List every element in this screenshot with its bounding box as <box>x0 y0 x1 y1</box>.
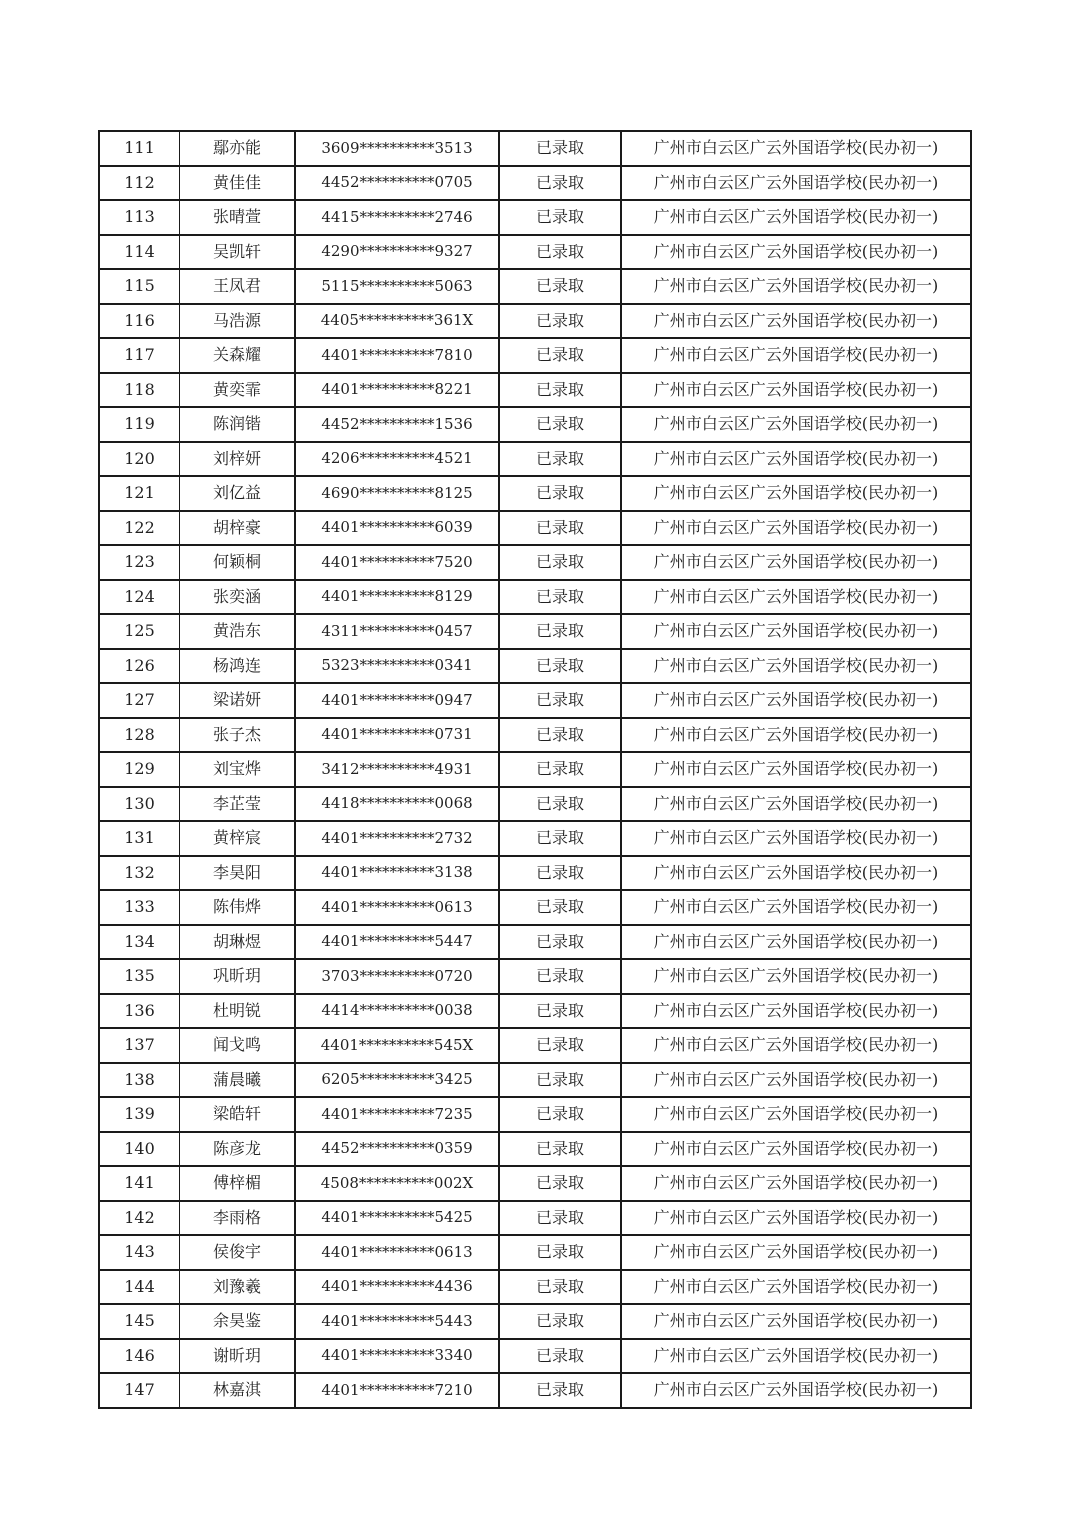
student-name-cell: 张子杰 <box>180 718 296 753</box>
student-name-cell: 黄奕霏 <box>180 373 296 408</box>
table-row <box>99 649 971 684</box>
school-name-cell: 广州市白云区广云外国语学校(民办初一) <box>621 511 971 546</box>
school-name-cell: 广州市白云区广云外国语学校(民办初一) <box>621 1097 971 1132</box>
student-name-cell: 李昊阳 <box>180 856 296 891</box>
id-number-cell: 4401**********0947 <box>295 683 499 718</box>
table-row <box>99 1339 971 1374</box>
id-number-cell: 4401**********0613 <box>295 890 499 925</box>
student-name-cell: 王凤君 <box>180 269 296 304</box>
admission-status-cell: 已录取 <box>499 373 621 408</box>
student-name-cell: 梁诺妍 <box>180 683 296 718</box>
table-row <box>99 890 971 925</box>
sequence-number-cell: 133 <box>99 890 180 925</box>
admission-status-cell: 已录取 <box>499 890 621 925</box>
sequence-number-cell: 140 <box>99 1132 180 1167</box>
admission-status-cell: 已录取 <box>499 304 621 339</box>
sequence-number-cell: 117 <box>99 338 180 373</box>
school-name-cell: 广州市白云区广云外国语学校(民办初一) <box>621 200 971 235</box>
school-name-cell: 广州市白云区广云外国语学校(民办初一) <box>621 407 971 442</box>
school-name-cell: 广州市白云区广云外国语学校(民办初一) <box>621 131 971 166</box>
table-row <box>99 856 971 891</box>
student-name-cell: 林嘉淇 <box>180 1373 296 1408</box>
sequence-number-cell: 135 <box>99 959 180 994</box>
student-name-cell: 胡梓豪 <box>180 511 296 546</box>
id-number-cell: 4401**********8129 <box>295 580 499 615</box>
admission-status-cell: 已录取 <box>499 407 621 442</box>
admission-status-cell: 已录取 <box>499 752 621 787</box>
school-name-cell: 广州市白云区广云外国语学校(民办初一) <box>621 649 971 684</box>
sequence-number-cell: 120 <box>99 442 180 477</box>
admission-status-cell: 已录取 <box>499 269 621 304</box>
admission-status-cell: 已录取 <box>499 718 621 753</box>
admission-status-cell: 已录取 <box>499 959 621 994</box>
admission-status-cell: 已录取 <box>499 1235 621 1270</box>
student-name-cell: 黄佳佳 <box>180 166 296 201</box>
id-number-cell: 3412**********4931 <box>295 752 499 787</box>
table-row <box>99 1166 971 1201</box>
admission-status-cell: 已录取 <box>499 200 621 235</box>
table-row <box>99 1201 971 1236</box>
id-number-cell: 4401**********7235 <box>295 1097 499 1132</box>
admission-status-cell: 已录取 <box>499 580 621 615</box>
id-number-cell: 4206**********4521 <box>295 442 499 477</box>
school-name-cell: 广州市白云区广云外国语学校(民办初一) <box>621 925 971 960</box>
sequence-number-cell: 143 <box>99 1235 180 1270</box>
id-number-cell: 4401**********0613 <box>295 1235 499 1270</box>
student-name-cell: 马浩源 <box>180 304 296 339</box>
admission-table <box>98 130 972 1409</box>
sequence-number-cell: 111 <box>99 131 180 166</box>
student-name-cell: 关森耀 <box>180 338 296 373</box>
school-name-cell: 广州市白云区广云外国语学校(民办初一) <box>621 304 971 339</box>
student-name-cell: 陈彦龙 <box>180 1132 296 1167</box>
id-number-cell: 4290**********9327 <box>295 235 499 270</box>
sequence-number-cell: 131 <box>99 821 180 856</box>
id-number-cell: 4401**********3340 <box>295 1339 499 1374</box>
student-name-cell: 陈伟烨 <box>180 890 296 925</box>
student-name-cell: 张奕涵 <box>180 580 296 615</box>
school-name-cell: 广州市白云区广云外国语学校(民办初一) <box>621 1132 971 1167</box>
table-row <box>99 235 971 270</box>
sequence-number-cell: 119 <box>99 407 180 442</box>
school-name-cell: 广州市白云区广云外国语学校(民办初一) <box>621 959 971 994</box>
school-name-cell: 广州市白云区广云外国语学校(民办初一) <box>621 683 971 718</box>
table-row <box>99 407 971 442</box>
table-row <box>99 200 971 235</box>
sequence-number-cell: 121 <box>99 476 180 511</box>
school-name-cell: 广州市白云区广云外国语学校(民办初一) <box>621 166 971 201</box>
table-row <box>99 1097 971 1132</box>
admission-status-cell: 已录取 <box>499 994 621 1029</box>
sequence-number-cell: 132 <box>99 856 180 891</box>
table-row <box>99 752 971 787</box>
sequence-number-cell: 126 <box>99 649 180 684</box>
table-row <box>99 683 971 718</box>
id-number-cell: 4452**********0705 <box>295 166 499 201</box>
student-name-cell: 刘豫羲 <box>180 1270 296 1305</box>
id-number-cell: 4401**********0731 <box>295 718 499 753</box>
table-body <box>99 131 971 1408</box>
id-number-cell: 4401**********8221 <box>295 373 499 408</box>
admission-status-cell: 已录取 <box>499 131 621 166</box>
student-name-cell: 黄浩东 <box>180 614 296 649</box>
id-number-cell: 4452**********0359 <box>295 1132 499 1167</box>
table-row <box>99 959 971 994</box>
sequence-number-cell: 134 <box>99 925 180 960</box>
id-number-cell: 4508**********002X <box>295 1166 499 1201</box>
sequence-number-cell: 136 <box>99 994 180 1029</box>
school-name-cell: 广州市白云区广云外国语学校(民办初一) <box>621 821 971 856</box>
school-name-cell: 广州市白云区广云外国语学校(民办初一) <box>621 787 971 822</box>
student-name-cell: 何颖桐 <box>180 545 296 580</box>
id-number-cell: 4401**********7810 <box>295 338 499 373</box>
id-number-cell: 4401**********6039 <box>295 511 499 546</box>
school-name-cell: 广州市白云区广云外国语学校(民办初一) <box>621 1373 971 1408</box>
table-row <box>99 373 971 408</box>
school-name-cell: 广州市白云区广云外国语学校(民办初一) <box>621 1201 971 1236</box>
sequence-number-cell: 142 <box>99 1201 180 1236</box>
admission-status-cell: 已录取 <box>499 166 621 201</box>
admission-status-cell: 已录取 <box>499 614 621 649</box>
id-number-cell: 4401**********5447 <box>295 925 499 960</box>
id-number-cell: 5323**********0341 <box>295 649 499 684</box>
school-name-cell: 广州市白云区广云外国语学校(民办初一) <box>621 442 971 477</box>
admission-status-cell: 已录取 <box>499 1028 621 1063</box>
sequence-number-cell: 114 <box>99 235 180 270</box>
school-name-cell: 广州市白云区广云外国语学校(民办初一) <box>621 752 971 787</box>
student-name-cell: 李芷莹 <box>180 787 296 822</box>
id-number-cell: 4415**********2746 <box>295 200 499 235</box>
sequence-number-cell: 125 <box>99 614 180 649</box>
id-number-cell: 3703**********0720 <box>295 959 499 994</box>
table-row <box>99 925 971 960</box>
school-name-cell: 广州市白云区广云外国语学校(民办初一) <box>621 269 971 304</box>
table-row <box>99 718 971 753</box>
school-name-cell: 广州市白云区广云外国语学校(民办初一) <box>621 373 971 408</box>
sequence-number-cell: 128 <box>99 718 180 753</box>
school-name-cell: 广州市白云区广云外国语学校(民办初一) <box>621 1270 971 1305</box>
table-row <box>99 166 971 201</box>
id-number-cell: 4401**********7520 <box>295 545 499 580</box>
sequence-number-cell: 139 <box>99 1097 180 1132</box>
table-row <box>99 1132 971 1167</box>
table-row <box>99 476 971 511</box>
admission-status-cell: 已录取 <box>499 856 621 891</box>
student-name-cell: 鄢亦能 <box>180 131 296 166</box>
id-number-cell: 4401**********545X <box>295 1028 499 1063</box>
student-name-cell: 梁皓轩 <box>180 1097 296 1132</box>
school-name-cell: 广州市白云区广云外国语学校(民办初一) <box>621 1339 971 1374</box>
school-name-cell: 广州市白云区广云外国语学校(民办初一) <box>621 1304 971 1339</box>
school-name-cell: 广州市白云区广云外国语学校(民办初一) <box>621 580 971 615</box>
admission-status-cell: 已录取 <box>499 1097 621 1132</box>
student-name-cell: 吴凯轩 <box>180 235 296 270</box>
admission-status-cell: 已录取 <box>499 1166 621 1201</box>
student-name-cell: 刘宝烨 <box>180 752 296 787</box>
student-name-cell: 陈润锴 <box>180 407 296 442</box>
id-number-cell: 4401**********3138 <box>295 856 499 891</box>
student-name-cell: 杨鸿连 <box>180 649 296 684</box>
table-row <box>99 1373 971 1408</box>
sequence-number-cell: 122 <box>99 511 180 546</box>
admission-status-cell: 已录取 <box>499 821 621 856</box>
sequence-number-cell: 123 <box>99 545 180 580</box>
id-number-cell: 4401**********2732 <box>295 821 499 856</box>
table-row <box>99 787 971 822</box>
admission-status-cell: 已录取 <box>499 1373 621 1408</box>
admission-status-cell: 已录取 <box>499 1063 621 1098</box>
school-name-cell: 广州市白云区广云外国语学校(民办初一) <box>621 994 971 1029</box>
admission-status-cell: 已录取 <box>499 442 621 477</box>
sequence-number-cell: 112 <box>99 166 180 201</box>
id-number-cell: 4401**********4436 <box>295 1270 499 1305</box>
school-name-cell: 广州市白云区广云外国语学校(民办初一) <box>621 235 971 270</box>
table-row <box>99 304 971 339</box>
sequence-number-cell: 130 <box>99 787 180 822</box>
admission-status-cell: 已录取 <box>499 1339 621 1374</box>
student-name-cell: 傅梓楣 <box>180 1166 296 1201</box>
school-name-cell: 广州市白云区广云外国语学校(民办初一) <box>621 545 971 580</box>
table-row <box>99 511 971 546</box>
table-row <box>99 1235 971 1270</box>
student-name-cell: 刘梓妍 <box>180 442 296 477</box>
sequence-number-cell: 145 <box>99 1304 180 1339</box>
admission-status-cell: 已录取 <box>499 235 621 270</box>
sequence-number-cell: 144 <box>99 1270 180 1305</box>
id-number-cell: 4405**********361X <box>295 304 499 339</box>
id-number-cell: 6205**********3425 <box>295 1063 499 1098</box>
student-name-cell: 刘亿益 <box>180 476 296 511</box>
sequence-number-cell: 138 <box>99 1063 180 1098</box>
admission-status-cell: 已录取 <box>499 1201 621 1236</box>
admission-status-cell: 已录取 <box>499 649 621 684</box>
table-row <box>99 1063 971 1098</box>
student-name-cell: 黄梓宸 <box>180 821 296 856</box>
table-row <box>99 269 971 304</box>
school-name-cell: 广州市白云区广云外国语学校(民办初一) <box>621 338 971 373</box>
table-row <box>99 994 971 1029</box>
admission-status-cell: 已录取 <box>499 338 621 373</box>
sequence-number-cell: 146 <box>99 1339 180 1374</box>
admission-status-cell: 已录取 <box>499 476 621 511</box>
id-number-cell: 4401**********5443 <box>295 1304 499 1339</box>
student-name-cell: 蒲晨曦 <box>180 1063 296 1098</box>
admission-status-cell: 已录取 <box>499 545 621 580</box>
school-name-cell: 广州市白云区广云外国语学校(民办初一) <box>621 856 971 891</box>
sequence-number-cell: 118 <box>99 373 180 408</box>
admission-status-cell: 已录取 <box>499 683 621 718</box>
school-name-cell: 广州市白云区广云外国语学校(民办初一) <box>621 1166 971 1201</box>
sequence-number-cell: 127 <box>99 683 180 718</box>
admission-status-cell: 已录取 <box>499 925 621 960</box>
sequence-number-cell: 113 <box>99 200 180 235</box>
id-number-cell: 4311**********0457 <box>295 614 499 649</box>
id-number-cell: 4401**********5425 <box>295 1201 499 1236</box>
admission-status-cell: 已录取 <box>499 1132 621 1167</box>
school-name-cell: 广州市白云区广云外国语学校(民办初一) <box>621 890 971 925</box>
table-row <box>99 338 971 373</box>
id-number-cell: 4452**********1536 <box>295 407 499 442</box>
student-name-cell: 侯俊宇 <box>180 1235 296 1270</box>
admission-status-cell: 已录取 <box>499 511 621 546</box>
id-number-cell: 3609**********3513 <box>295 131 499 166</box>
student-name-cell: 闻戈鸣 <box>180 1028 296 1063</box>
school-name-cell: 广州市白云区广云外国语学校(民办初一) <box>621 1235 971 1270</box>
sequence-number-cell: 116 <box>99 304 180 339</box>
admission-status-cell: 已录取 <box>499 1270 621 1305</box>
student-name-cell: 杜明锐 <box>180 994 296 1029</box>
school-name-cell: 广州市白云区广云外国语学校(民办初一) <box>621 614 971 649</box>
student-name-cell: 余昊鉴 <box>180 1304 296 1339</box>
student-name-cell: 巩昕玥 <box>180 959 296 994</box>
table-row <box>99 131 971 166</box>
id-number-cell: 4690**********8125 <box>295 476 499 511</box>
id-number-cell: 4401**********7210 <box>295 1373 499 1408</box>
student-name-cell: 李雨格 <box>180 1201 296 1236</box>
table-row <box>99 821 971 856</box>
school-name-cell: 广州市白云区广云外国语学校(民办初一) <box>621 1063 971 1098</box>
admission-status-cell: 已录取 <box>499 1304 621 1339</box>
id-number-cell: 5115**********5063 <box>295 269 499 304</box>
school-name-cell: 广州市白云区广云外国语学校(民办初一) <box>621 718 971 753</box>
sequence-number-cell: 137 <box>99 1028 180 1063</box>
table-row <box>99 442 971 477</box>
school-name-cell: 广州市白云区广云外国语学校(民办初一) <box>621 1028 971 1063</box>
table-row <box>99 1304 971 1339</box>
school-name-cell: 广州市白云区广云外国语学校(民办初一) <box>621 476 971 511</box>
id-number-cell: 4418**********0068 <box>295 787 499 822</box>
student-name-cell: 张晴萱 <box>180 200 296 235</box>
sequence-number-cell: 115 <box>99 269 180 304</box>
sequence-number-cell: 141 <box>99 1166 180 1201</box>
table-row <box>99 580 971 615</box>
sequence-number-cell: 124 <box>99 580 180 615</box>
student-name-cell: 胡琳煜 <box>180 925 296 960</box>
sequence-number-cell: 147 <box>99 1373 180 1408</box>
table-row <box>99 1270 971 1305</box>
table-row <box>99 614 971 649</box>
table-row <box>99 1028 971 1063</box>
sequence-number-cell: 129 <box>99 752 180 787</box>
student-name-cell: 谢昕玥 <box>180 1339 296 1374</box>
admission-status-cell: 已录取 <box>499 787 621 822</box>
table-row <box>99 545 971 580</box>
id-number-cell: 4414**********0038 <box>295 994 499 1029</box>
